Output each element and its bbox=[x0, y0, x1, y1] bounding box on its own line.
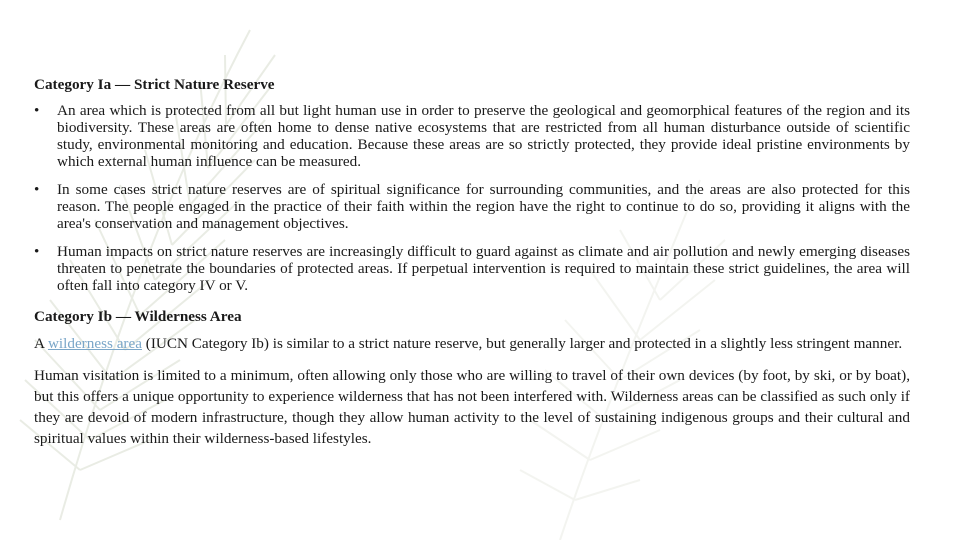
bullet-list-ia bbox=[34, 102, 910, 294]
paragraph-human-visitation: Human visitation is limited to a minimum, often allowing only those who are willing to travel of their own devices (by foot, by ski, or by boat), but this offers a unique opportunity to experience wilderness that has not been interfered with. Wilderness areas can be classified as such only if they are devoid of modern infrastructure, though they allow human activity to the level of sustaining indigenous groups and their cultural and spiritual values within their wilderness-based lifestyles. bbox=[34, 367, 910, 447]
list-item bbox=[34, 102, 910, 170]
wilderness-area-link[interactable]: wilderness area bbox=[47, 335, 142, 352]
bullet-text: An area which is protected from all but light human use in order to preserve the geological and geomorphical features of the region and its biodiversity. These areas are often home to dense native ecosystems that are restricted from all human disturbance outside of scientific study, environmental monitoring and education. Because these areas are so strictly protected, they provide ideal pristine environments by which external human influence can be measured. bbox=[57, 102, 910, 170]
bullet-icon: • bbox=[34, 181, 40, 198]
heading-category-ia: Category Ia — Strict Nature Reserve bbox=[34, 76, 275, 93]
bullet-text: Human impacts on strict nature reserves are increasingly difficult to guard against as climate and air pollution and newly emerging diseases threaten to penetrate the boundaries of protected areas. If perpetual intervention is required to maintain these strict guidelines, the area will often fall into category IV or V. bbox=[57, 243, 910, 294]
list-item bbox=[34, 243, 910, 294]
bullet-text: In some cases strict nature reserves are of spiritual significance for surrounding communities, and the areas are also protected for this reason. The people engaged in the practice of their faith within the region have the right to continue to do so, providing it aligns with the area's conservation and management objectives. bbox=[57, 181, 910, 232]
list-item bbox=[34, 181, 910, 232]
paragraph-wilderness-definition bbox=[34, 333, 910, 354]
heading-category-ib: Category Ib — Wilderness Area bbox=[34, 308, 242, 325]
document-body bbox=[34, 76, 910, 460]
para-prefix: A bbox=[34, 335, 48, 352]
bullet-icon: • bbox=[34, 243, 40, 260]
para-suffix: (IUCN Category Ib) is similar to a strict nature reserve, but generally larger and protected in a slightly less stringent manner. bbox=[141, 335, 903, 352]
bullet-icon: • bbox=[34, 102, 40, 119]
